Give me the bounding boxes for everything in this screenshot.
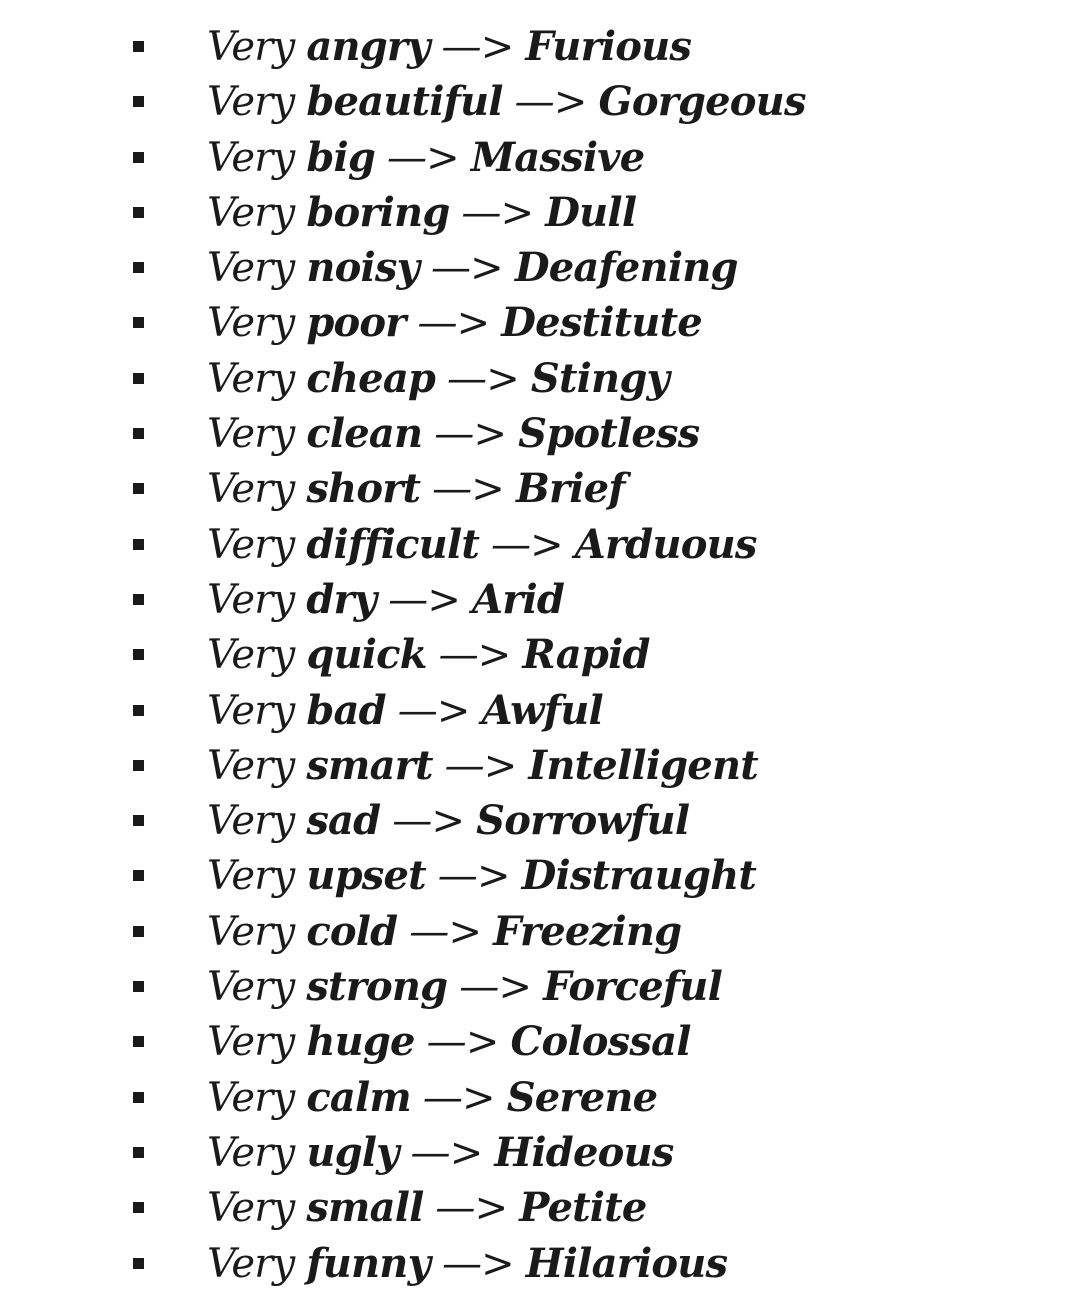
- arrow-text: —>: [441, 1240, 514, 1287]
- prefix-text: Very: [207, 798, 295, 845]
- word-pair: [207, 1070, 657, 1126]
- list-item: [0, 130, 1079, 185]
- adjective-text: calm: [306, 1073, 411, 1121]
- word-pair: [207, 683, 603, 739]
- square-bullet-icon: [133, 41, 144, 52]
- word-pair: [207, 959, 722, 1015]
- square-bullet-icon: [133, 926, 144, 937]
- adjective-text: cold: [306, 907, 398, 955]
- word-pair: [207, 19, 691, 75]
- prefix-text: Very: [207, 853, 295, 900]
- adjective-text: cheap: [306, 354, 436, 402]
- arrow-text: —>: [461, 189, 534, 236]
- arrow-text: —>: [386, 134, 459, 181]
- arrow-text: —>: [444, 742, 517, 789]
- synonym-text: Destitute: [501, 299, 702, 347]
- prefix-text: Very: [207, 466, 295, 513]
- arrow-text: —>: [514, 79, 587, 126]
- square-bullet-icon: [133, 96, 144, 107]
- list-item: [0, 738, 1079, 793]
- adjective-text: huge: [306, 1018, 415, 1066]
- word-pair: [207, 130, 644, 186]
- arrow-text: —>: [410, 1129, 483, 1176]
- vocabulary-list: [0, 19, 1079, 1291]
- adjective-text: beautiful: [306, 78, 503, 126]
- synonym-text: Brief: [515, 465, 625, 513]
- arrow-text: —>: [392, 798, 465, 845]
- arrow-text: —>: [426, 1019, 499, 1066]
- synonym-text: Dull: [545, 188, 637, 236]
- prefix-text: Very: [207, 1185, 295, 1232]
- synonym-text: Gorgeous: [598, 78, 806, 126]
- square-bullet-icon: [133, 207, 144, 218]
- prefix-text: Very: [207, 521, 295, 568]
- prefix-text: Very: [207, 1019, 295, 1066]
- list-item: [0, 848, 1079, 903]
- prefix-text: Very: [207, 576, 295, 623]
- synonym-text: Sorrowful: [476, 797, 690, 845]
- prefix-text: Very: [207, 300, 295, 347]
- arrow-text: —>: [447, 355, 519, 402]
- arrow-text: —>: [430, 245, 503, 292]
- square-bullet-icon: [133, 594, 144, 605]
- square-bullet-icon: [133, 428, 144, 439]
- synonym-text: Freezing: [493, 907, 682, 955]
- word-pair: [207, 848, 756, 904]
- prefix-text: Very: [207, 411, 295, 458]
- word-pair: [207, 517, 757, 573]
- list-item: [0, 904, 1079, 959]
- list-item: [0, 793, 1079, 848]
- word-pair: [207, 1180, 647, 1236]
- word-pair: [207, 240, 738, 296]
- prefix-text: Very: [207, 134, 295, 181]
- prefix-text: Very: [207, 355, 295, 402]
- arrow-text: —>: [435, 1185, 508, 1232]
- adjective-text: quick: [306, 631, 427, 679]
- list-item: [0, 351, 1079, 406]
- adjective-text: big: [306, 133, 376, 181]
- adjective-text: funny: [306, 1239, 431, 1287]
- prefix-text: Very: [207, 908, 295, 955]
- square-bullet-icon: [133, 483, 144, 494]
- word-pair: [207, 572, 564, 628]
- arrow-text: —>: [438, 632, 511, 679]
- square-bullet-icon: [133, 815, 144, 826]
- square-bullet-icon: [133, 1036, 144, 1047]
- synonym-text: Deafening: [514, 244, 738, 292]
- synonym-text: Arid: [471, 575, 565, 623]
- word-pair: [207, 461, 625, 517]
- adjective-text: smart: [306, 741, 433, 789]
- square-bullet-icon: [133, 317, 144, 328]
- list-item: [0, 1070, 1079, 1125]
- word-pair: [207, 627, 650, 683]
- arrow-text: —>: [490, 521, 563, 568]
- prefix-text: Very: [207, 1074, 295, 1121]
- list-item: [0, 240, 1079, 295]
- synonym-text: Rapid: [522, 631, 650, 679]
- word-pair: [207, 351, 669, 407]
- adjective-text: noisy: [306, 244, 420, 292]
- prefix-text: Very: [207, 1129, 295, 1176]
- square-bullet-icon: [133, 1092, 144, 1103]
- square-bullet-icon: [133, 262, 144, 273]
- synonym-text: Spotless: [518, 410, 700, 458]
- word-pair: [207, 74, 806, 130]
- arrow-text: —>: [432, 466, 505, 513]
- square-bullet-icon: [133, 373, 144, 384]
- synonym-text: Hilarious: [525, 1239, 728, 1287]
- square-bullet-icon: [133, 1147, 144, 1158]
- list-item: [0, 406, 1079, 461]
- adjective-text: angry: [306, 23, 430, 70]
- square-bullet-icon: [133, 1202, 144, 1213]
- arrow-text: —>: [437, 853, 510, 900]
- adjective-text: boring: [306, 188, 450, 236]
- synonym-text: Stingy: [530, 354, 669, 402]
- adjective-text: clean: [306, 410, 423, 458]
- list-item: [0, 19, 1079, 74]
- prefix-text: Very: [207, 245, 295, 292]
- list-item: [0, 627, 1079, 682]
- list-item: [0, 74, 1079, 129]
- square-bullet-icon: [133, 539, 144, 550]
- word-pair: [207, 738, 758, 794]
- arrow-text: —>: [441, 24, 514, 70]
- arrow-text: —>: [417, 300, 490, 347]
- synonym-text: Petite: [519, 1184, 647, 1232]
- prefix-text: Very: [207, 189, 295, 236]
- square-bullet-icon: [133, 152, 144, 163]
- square-bullet-icon: [133, 760, 144, 771]
- square-bullet-icon: [133, 705, 144, 716]
- prefix-text: Very: [207, 24, 295, 70]
- list-item: [0, 1125, 1079, 1180]
- word-pair: [207, 1014, 691, 1070]
- word-pair: [207, 1125, 673, 1181]
- synonym-text: Furious: [525, 23, 692, 70]
- prefix-text: Very: [207, 742, 295, 789]
- list-item: [0, 461, 1079, 516]
- synonym-text: Colossal: [510, 1018, 691, 1066]
- list-item: [0, 1180, 1079, 1235]
- arrow-text: —>: [409, 908, 482, 955]
- arrow-text: —>: [388, 576, 461, 623]
- word-pair: [207, 406, 699, 462]
- prefix-text: Very: [207, 632, 295, 679]
- arrow-text: —>: [434, 411, 507, 458]
- prefix-text: Very: [207, 964, 295, 1011]
- adjective-text: sad: [306, 797, 381, 845]
- adjective-text: difficult: [306, 520, 480, 568]
- adjective-text: short: [306, 465, 421, 513]
- adjective-text: ugly: [306, 1128, 399, 1176]
- list-item: [0, 295, 1079, 350]
- list-item: [0, 1014, 1079, 1069]
- synonym-text: Distraught: [521, 852, 757, 900]
- list-item: [0, 572, 1079, 627]
- list-item: [0, 1236, 1079, 1291]
- adjective-text: strong: [306, 963, 448, 1011]
- synonym-text: Forceful: [543, 963, 722, 1011]
- list-item: [0, 959, 1079, 1014]
- arrow-text: —>: [422, 1074, 495, 1121]
- list-item: [0, 185, 1079, 240]
- adjective-text: dry: [306, 575, 377, 623]
- word-pair: [207, 793, 689, 849]
- adjective-text: upset: [306, 852, 426, 900]
- prefix-text: Very: [207, 79, 295, 126]
- adjective-text: small: [306, 1184, 424, 1232]
- adjective-text: bad: [306, 686, 386, 734]
- list-item: [0, 683, 1079, 738]
- synonym-text: Intelligent: [528, 741, 758, 789]
- adjective-text: poor: [306, 299, 406, 347]
- synonym-text: Arduous: [574, 520, 757, 568]
- word-pair: [207, 185, 636, 241]
- square-bullet-icon: [133, 981, 144, 992]
- arrow-text: —>: [459, 964, 532, 1011]
- prefix-text: Very: [207, 1240, 295, 1287]
- prefix-text: Very: [207, 687, 295, 734]
- square-bullet-icon: [133, 649, 144, 660]
- synonym-text: Serene: [506, 1073, 658, 1121]
- synonym-text: Massive: [470, 133, 645, 181]
- word-pair: [207, 295, 702, 351]
- synonym-text: Awful: [481, 686, 603, 734]
- square-bullet-icon: [133, 870, 144, 881]
- arrow-text: —>: [397, 687, 470, 734]
- word-pair: [207, 904, 681, 960]
- list-item: [0, 517, 1079, 572]
- word-pair: [207, 1236, 727, 1292]
- square-bullet-icon: [133, 1258, 144, 1269]
- synonym-text: Hideous: [494, 1128, 674, 1176]
